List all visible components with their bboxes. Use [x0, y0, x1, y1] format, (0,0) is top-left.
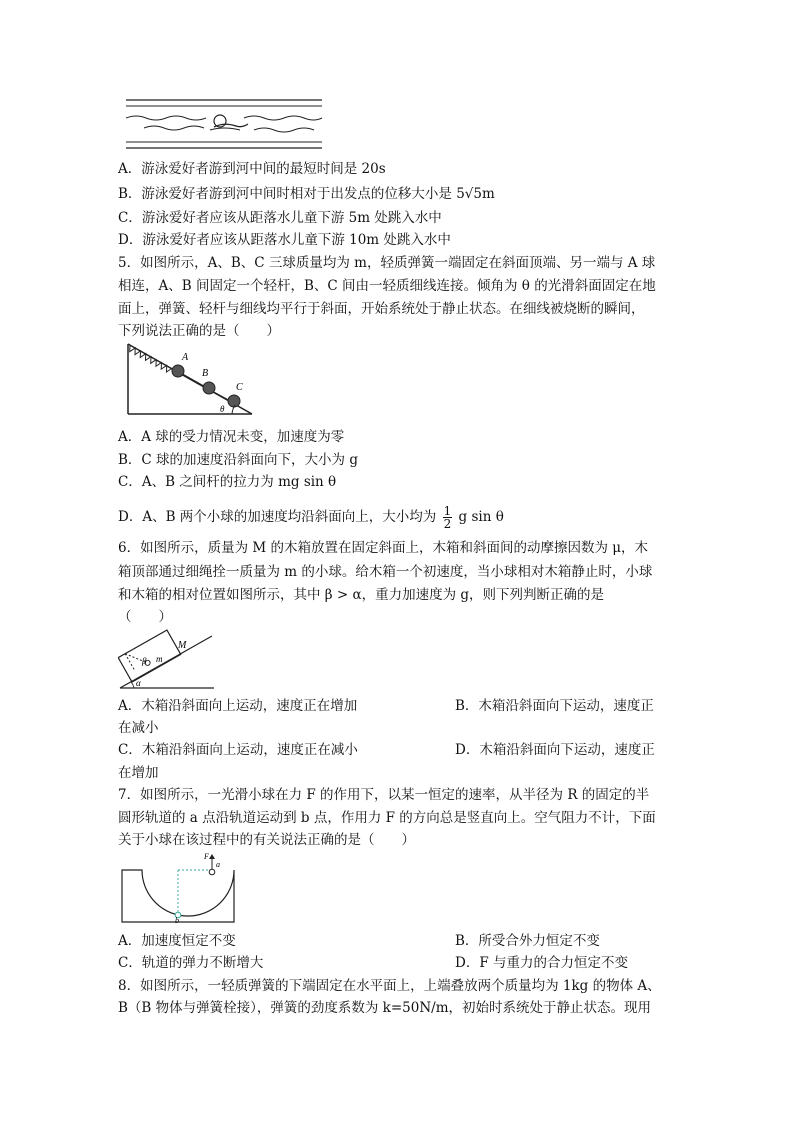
q7-option-c[interactable]: C．轨道的弹力不断增大 — [118, 955, 264, 971]
q6-option-a[interactable]: A．木箱沿斜面向上运动，速度正在增加 — [118, 698, 358, 714]
label-small-m: m — [156, 654, 163, 664]
q6-option-b-continued: 在减小 — [118, 720, 159, 736]
q5-stem-line-1: 5．如图所示，A、B、C 三球质量均为 m，轻质弹簧一端固定在斜面顶端、另一端与 A 球 — [118, 255, 656, 271]
q5-option-d[interactable] — [118, 505, 504, 530]
q7-option-d[interactable]: D．F 与重力的合力恒定不变 — [455, 955, 628, 971]
q4-option-b[interactable] — [118, 185, 495, 203]
q7-stem-line-2: 圆形轨道的 a 点沿轨道运动到 b 点，作用力 F 的方向总是竖直向上。空气阻力不计，下面 — [118, 810, 656, 826]
q5-option-c[interactable]: C．A、B 之间杆的拉力为 mg sin θ — [118, 474, 337, 490]
fraction-one-half — [443, 505, 453, 530]
box-on-incline-figure — [118, 628, 218, 692]
q7-stem-line-3: 关于小球在该过程中的有关说法正确的是（ ） — [118, 832, 415, 848]
q8-stem-line-1: 8．如图所示，一轻质弹簧的下端固定在水平面上，上端叠放两个质量均为 1kg 的物体 A、 — [118, 978, 661, 994]
q6-option-b[interactable]: B．木箱沿斜面向下运动，速度正 — [455, 698, 654, 714]
label-c: C — [236, 382, 243, 393]
q5-option-d-suffix: g sin θ — [458, 509, 504, 525]
q5-option-b[interactable]: B．C 球的加速度沿斜面向下，大小为 g — [118, 452, 358, 468]
q7-stem-line-1: 7．如图所示，一光滑小球在力 F 的作用下，以某一恒定的速率，从半径为 R 的固定的半 — [118, 787, 650, 803]
q6-stem-line-4: （ ） — [118, 609, 172, 625]
incline-spring-figure — [124, 342, 256, 418]
label-point-a: a — [216, 860, 220, 869]
label-a: A — [182, 352, 189, 363]
label-point-b: b — [175, 916, 179, 924]
label-f: F — [204, 852, 209, 861]
q4-option-a[interactable]: A．游泳爱好者游到河中间的最短时间是 20s — [118, 161, 386, 177]
q5-stem-line-2: 相连，A、B 间固定一个轻杆，B、C 间由一轻质细线连接。倾角为 θ 的光滑斜面固定在地 — [118, 278, 656, 294]
semicircle-track-figure — [120, 852, 236, 924]
label-b: B — [202, 368, 209, 379]
q5-stem-line-4: 下列说法正确的是（ ） — [118, 323, 280, 339]
q4-option-d[interactable]: D．游泳爱好者应该从距落水儿童下游 10m 处跳入水中 — [118, 232, 451, 248]
q6-option-d-continued: 在增加 — [118, 765, 159, 781]
q7-option-a[interactable]: A．加速度恒定不变 — [118, 933, 236, 949]
label-big-m: M — [178, 640, 187, 651]
label-alpha: α — [136, 678, 141, 688]
q5-option-d-text: D．A、B 两个小球的加速度均沿斜面向上，大小均为 — [118, 509, 437, 525]
q8-stem-line-2: B（B 物体与弹簧栓接），弹簧的劲度系数为 k=50N/m，初始时系统处于静止状态。现用 — [118, 1000, 652, 1016]
label-theta: θ — [220, 404, 225, 414]
q6-option-d[interactable]: D．木箱沿斜面向下运动，速度正 — [455, 742, 655, 758]
q6-stem-line-3: 和木箱的相对位置如图所示，其中 β > α，重力加速度为 g，则下列判断正确的是 — [118, 587, 605, 603]
fraction-numerator: 1 — [443, 504, 452, 518]
river-figure — [124, 96, 324, 152]
q4-option-c[interactable]: C．游泳爱好者应该从距落水儿童下游 5m 处跳入水中 — [118, 210, 442, 226]
q5-stem-line-3: 面上，弹簧、轻杆与细线均平行于斜面，开始系统处于静止状态。在细线被烧断的瞬间， — [118, 301, 645, 317]
q6-stem-line-2: 箱顶部通过细绳拴一质量为 m 的小球。给木箱一个初速度，当小球相对木箱静止时，小球 — [118, 564, 653, 580]
q4-option-b-math: 5√5m — [456, 186, 495, 202]
q7-option-b[interactable]: B．所受合外力恒定不变 — [455, 933, 600, 949]
q6-stem-line-1: 6．如图所示，质量为 M 的木箱放置在固定斜面上，木箱和斜面间的动摩擦因数为 μ，木 — [118, 540, 649, 556]
q5-option-a[interactable]: A．A 球的受力情况未变，加速度为零 — [118, 429, 345, 445]
fraction-denominator: 2 — [443, 517, 452, 531]
q4-option-b-text: B．游泳爱好者游到河中间时相对于出发点的位移大小是 — [118, 186, 452, 202]
label-beta: β — [142, 656, 147, 666]
q6-option-c[interactable]: C．木箱沿斜面向上运动，速度正在减小 — [118, 742, 358, 758]
